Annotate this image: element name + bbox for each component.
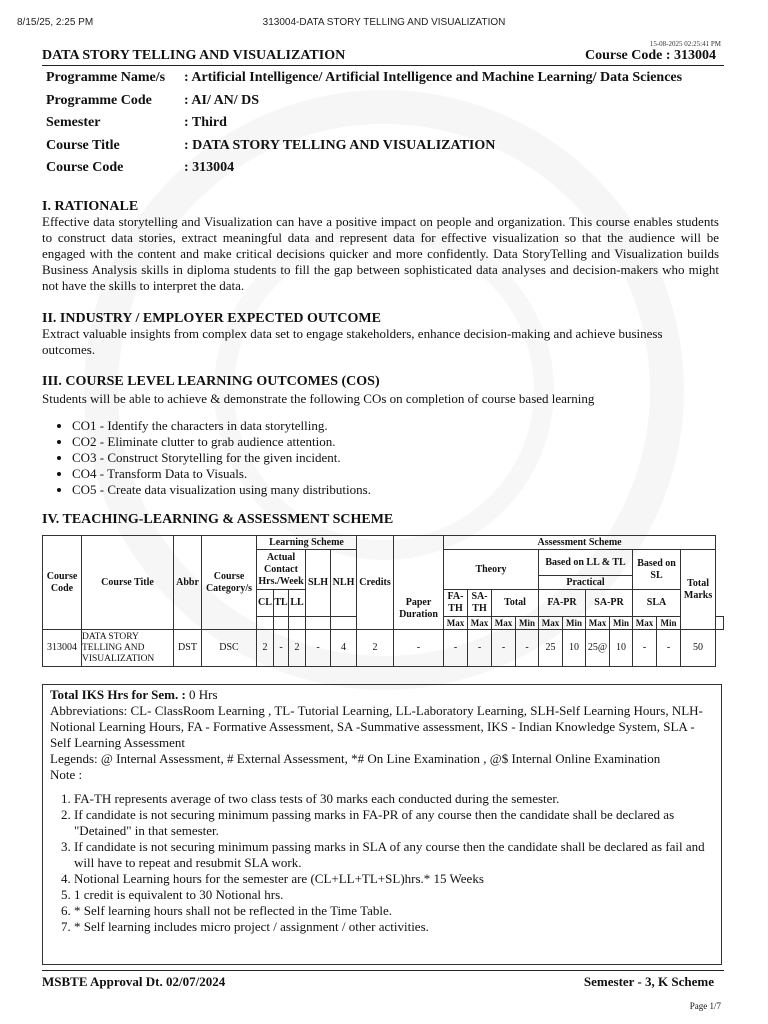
page-number: Page 1/7: [689, 1001, 721, 1011]
rationale-heading: I. RATIONALE: [42, 199, 139, 214]
th-abbr: Abbr: [174, 536, 202, 630]
cell-total-marks: 50: [681, 630, 716, 667]
cell-fa-th-max: -: [444, 630, 468, 667]
cell-nlh: 4: [331, 630, 357, 667]
theory-label: Theory: [475, 563, 507, 575]
industry-heading: II. INDUSTRY / EMPLOYER EXPECTED OUTCOME: [42, 311, 381, 326]
th-category: Course Category/s: [202, 536, 257, 630]
cos-list: [42, 418, 371, 498]
print-page-title: 313004-DATA STORY TELLING AND VISUALIZATION: [262, 17, 506, 28]
note-item: 2. If candidate is not securing minimum passing marks in FA-PR of any course then the candidate shall be declared as "Detained" in that semester.: [74, 807, 714, 839]
print-header: [0, 17, 768, 31]
note-label: Note :: [50, 767, 83, 782]
info-row: [46, 93, 726, 116]
th-nlh-blank: [331, 617, 357, 630]
rationale-text: Effective data storytelling and Visualization can have a positive impact on people and organization. This course enables students to construct data stories, extract meaningful data and represent data for effective visualization so that the audience will be engaged with the content and make critical decisions quicker and more confidently. Data StoryTelling and Visualization builds Business Analysis skills in diploma students to fill the gap between sophisticated data analyses and decision-makers who might not have the skills to interpret the data.: [42, 214, 719, 293]
generated-timestamp: 15-08-2025 02:25:41 PM: [649, 40, 721, 48]
abbreviations: Abbreviations: CL- ClassRoom Learning , TL- Tutorial Learning, LL-Laboratory Learning, SLH-Self Learning Hours, NLH-Notional Learning Hours, FA - Formative Assessment, SA -Summative assessment, IKS - Indian Knowledge System, SLA - Self Learning Assessment: [50, 703, 703, 750]
th-total-blank: [716, 617, 724, 630]
th-sa-pr: SA-PR: [586, 590, 633, 617]
th-min: Min: [610, 617, 633, 630]
th-max: Max: [468, 617, 492, 630]
course-code: Course Code : 313004: [584, 48, 716, 63]
programme-info: [46, 70, 726, 183]
th-min: Min: [563, 617, 586, 630]
cell-paper-duration: -: [394, 630, 444, 667]
info-row: [46, 160, 726, 183]
cell-slh: -: [306, 630, 331, 667]
th-max: Max: [633, 617, 657, 630]
th-learning-scheme: Learning Scheme: [257, 536, 357, 550]
info-value: : AI/ AN/ DS: [184, 92, 260, 108]
cell-fa-pr-min: 10: [563, 630, 586, 667]
th-max: Max: [586, 617, 610, 630]
th-max: Max: [539, 617, 563, 630]
info-label: Semester: [46, 115, 101, 130]
info-row: [46, 115, 726, 138]
th-assessment-scheme: Assessment Scheme: [444, 536, 716, 550]
note-item: 7. * Self learning includes micro project / assignment / other activities.: [74, 919, 714, 935]
course-title-bar: [42, 48, 724, 66]
info-label: Programme Code: [46, 92, 152, 108]
th-course-title: Course Title: [82, 536, 174, 630]
teaching-assessment-table: [42, 535, 724, 667]
info-label: Programme Name/s: [46, 70, 166, 85]
cos-heading: III. COURSE LEVEL LEARNING OUTCOMES (COS): [42, 374, 380, 389]
cell-ll: 2: [289, 630, 306, 667]
th-ll: LL: [289, 590, 306, 617]
info-label: Course Code: [46, 160, 124, 175]
th-tl-blank: [274, 617, 289, 630]
th-slh: SLH: [306, 550, 331, 617]
cell-sla-min: -: [657, 630, 681, 667]
page-footer: [42, 970, 724, 989]
industry-text: Extract valuable insights from complex data set to engage stakeholders, enhance decision-making and achieve business outcomes.: [42, 326, 663, 357]
co-item: • CO5 - Create data visualization using many distributions.: [72, 482, 371, 498]
cell-sa-th-max: -: [468, 630, 492, 667]
cell-credits: 2: [357, 630, 394, 667]
semester-scheme: Semester - 3, K Scheme: [583, 974, 714, 989]
th-min: Min: [516, 617, 539, 630]
co-item: • CO4 - Transform Data to Visuals.: [72, 466, 371, 482]
theory-subheader: SA-TH: [467, 590, 491, 616]
note-item: 1. FA-TH represents average of two class tests of 30 marks each conducted during the semester.: [74, 791, 714, 807]
theory-subheaders: [444, 589, 538, 616]
info-value: : Third: [184, 115, 227, 130]
th-nlh: NLH: [331, 550, 357, 617]
info-value: : Artificial Intelligence/ Artificial Intelligence and Machine Learning/ Data Sciences: [184, 70, 683, 85]
iks-value: 0 Hrs: [185, 687, 218, 702]
co-item: • CO1 - Identify the characters in data storytelling.: [72, 418, 371, 434]
th-min: Min: [657, 617, 681, 630]
cell-sa-pr-max: 25@: [586, 630, 610, 667]
th-ll-blank: [289, 617, 306, 630]
th-paper-duration-top: [394, 536, 444, 590]
th-credits: Credits: [357, 536, 394, 630]
th-tl: TL: [274, 590, 289, 617]
theory-block: [444, 550, 538, 616]
th-course-code: Course Code: [43, 536, 82, 630]
cell-abbr: DST: [174, 630, 202, 667]
co-item: • CO3 - Construct Storytelling for the given incident.: [72, 450, 371, 466]
th-cl: CL: [257, 590, 274, 617]
cell-sa-pr-min: 10: [610, 630, 633, 667]
th-based-sl: Based on SL: [633, 550, 681, 590]
scheme-heading: IV. TEACHING-LEARNING & ASSESSMENT SCHEME: [42, 512, 394, 527]
cell-tl: -: [274, 630, 289, 667]
theory-subheader: Total: [491, 590, 538, 616]
cell-total-min: -: [516, 630, 539, 667]
course-name: DATA STORY TELLING AND VISUALIZATION: [42, 48, 346, 63]
th-max: Max: [444, 617, 468, 630]
th-sla: SLA: [633, 590, 681, 617]
note-item: 4. Notional Learning hours for the semester are (CL+LL+TL+SL)hrs.* 15 Weeks: [74, 871, 714, 887]
th-max: Max: [492, 617, 516, 630]
notes-box: [42, 684, 722, 965]
th-actual-contact: Actual Contact Hrs./Week: [257, 550, 306, 590]
theory-subheader: FA-TH: [447, 591, 464, 614]
th-based-ll-tl: Based on LL & TL: [539, 550, 633, 576]
iks-line: [50, 687, 714, 703]
notes-list: [50, 791, 714, 935]
th-cl-blank: [257, 617, 274, 630]
info-value: : 313004: [184, 160, 235, 175]
note-item: 6. * Self learning hours shall not be reflected in the Time Table.: [74, 903, 714, 919]
cell-cl: 2: [257, 630, 274, 667]
info-row: [46, 138, 726, 161]
info-value: : DATA STORY TELLING AND VISUALIZATION: [184, 137, 496, 153]
cell-fa-pr-max: 25: [539, 630, 563, 667]
th-theory: [444, 550, 539, 617]
iks-label: Total IKS Hrs for Sem. :: [50, 687, 186, 702]
th-paper-duration: Paper Duration: [394, 590, 444, 630]
cell-course-code: 313004: [43, 630, 82, 667]
th-practical: Practical: [539, 576, 633, 590]
cell-course-title: DATA STORY TELLING AND VISUALIZATION: [82, 630, 174, 667]
cell-category: DSC: [202, 630, 257, 667]
cell-total-max: -: [492, 630, 516, 667]
th-fa-pr: FA-PR: [539, 590, 586, 617]
legends: Legends: @ Internal Assessment, # External Assessment, *# On Line Examination , @$ Internal Online Examination: [50, 751, 661, 766]
info-row: [46, 70, 726, 93]
approval-date: MSBTE Approval Dt. 02/07/2024: [42, 974, 226, 989]
note-item: 3. If candidate is not securing minimum passing marks in SLA of any course then the candidate shall be declared as fail and will have to repeat and resubmit SLA work.: [74, 839, 714, 871]
th-slh-blank: [306, 617, 331, 630]
cos-intro: Students will be able to achieve & demonstrate the following COs on completion of course based learning: [42, 391, 595, 406]
co-item: • CO2 - Eliminate clutter to grab audience attention.: [72, 434, 371, 450]
note-item: 5. 1 credit is equivalent to 30 Notional hrs.: [74, 887, 714, 903]
th-total-marks: Total Marks: [681, 550, 716, 630]
info-label: Course Title: [46, 137, 120, 153]
cell-sla-max: -: [633, 630, 657, 667]
print-timestamp: 8/15/25, 2:25 PM: [17, 17, 94, 28]
